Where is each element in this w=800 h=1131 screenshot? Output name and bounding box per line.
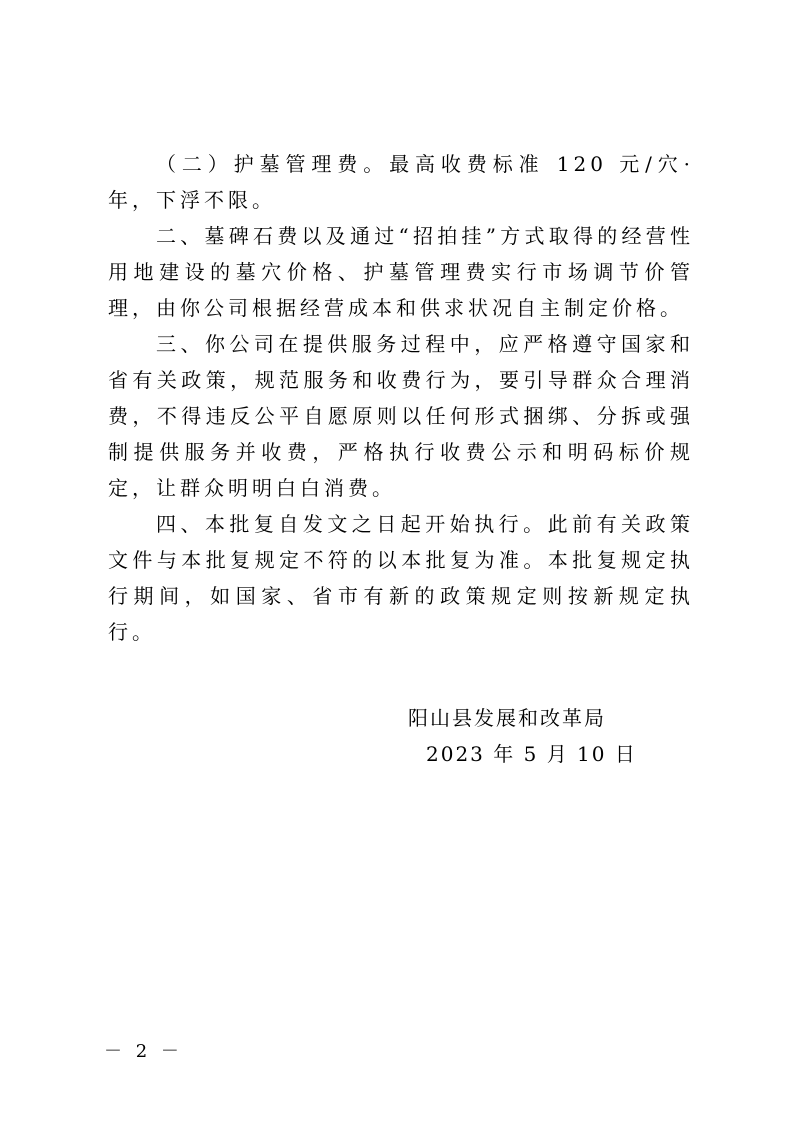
paragraph-effective-date: 四、本批复自发文之日起开始执行。此前有关政策文件与本批复规定不符的以本批复为准。本批复规定执行期间，如国家、省市有新的政策规定则按新规定执行。: [108, 512, 694, 644]
paragraph-market-price: 二、墓碑石费以及通过“招拍挂”方式取得的经营性用地建设的墓穴价格、护墓管理费实行市场调节价管理，由你公司根据经营成本和供求状况自主制定价格。: [108, 224, 694, 320]
page-number: － 2 －: [104, 1041, 183, 1062]
issuing-organization: 阳山县发展和改革局: [408, 706, 606, 730]
paragraph-fee-item-2: （二）护墓管理费。最高收费标准 120 元/穴·年，下浮不限。: [108, 152, 694, 212]
signature-block: [400, 700, 720, 772]
paragraph-service-rules: 三、你公司在提供服务过程中，应严格遵守国家和省有关政策，规范服务和收费行为，要引导群众合理消费，不得违反公平自愿原则以任何形式捆绑、分拆或强制提供服务并收费，严格执行收费公示和明码标价规定，让群众明明白白消费。: [108, 332, 694, 500]
issue-date: 2023 年 5 月 10 日: [426, 742, 637, 766]
document-body: [108, 146, 694, 650]
